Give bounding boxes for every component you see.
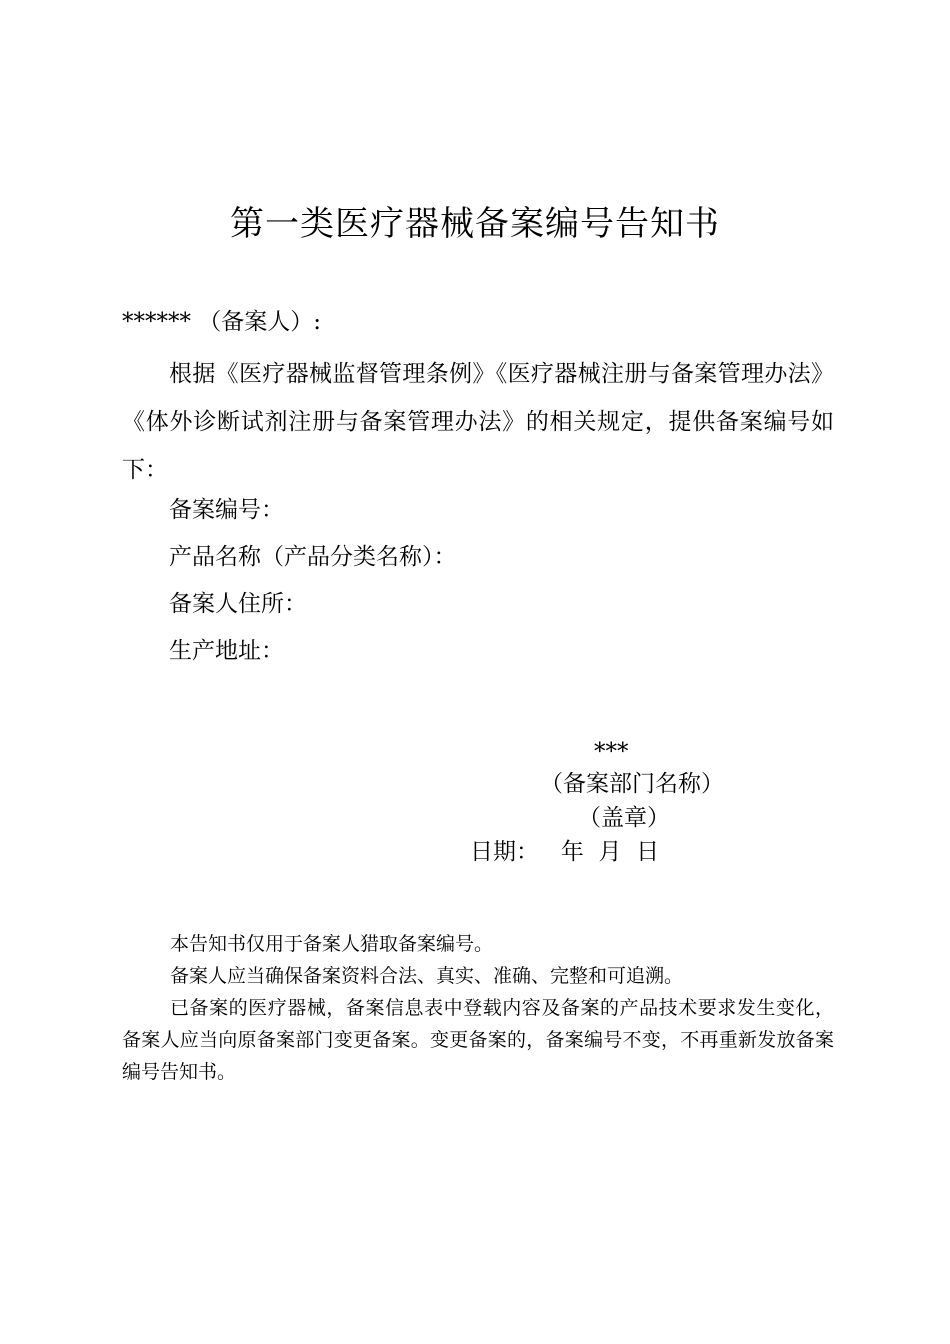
field-record-number: 备案编号： [169,497,284,523]
signature-department: （备案部门名称） [540,771,724,797]
document-title: 第一类医疗器械备案编号告知书 [230,204,720,244]
field-production-address: 生产地址： [169,638,284,664]
note-item: 本告知书仅用于备案人猎取备案编号。 [170,933,494,955]
salutation: ****** （备案人）: [122,309,322,335]
note-item: 备案人应当确保备案资料合法、真实、准确、完整和可追溯。 [170,965,684,987]
signature-mark: *** [594,739,629,765]
field-registrant-address: 备案人住所： [169,591,307,617]
field-product-name: 产品名称（产品分类名称）： [169,544,457,570]
main-paragraph: 根据《医疗器械监督管理条例》《医疗器械注册与备案管理办法》《体外诊断试剂注册与备案管理办法》的相关规定，提供备案编号如下： [122,361,834,483]
signature-seal: （盖章） [578,805,670,831]
note-item: 已备案的医疗器械，备案信息表中登载内容及备案的产品技术要求发生变化，备案人应当向原备案部门变更备案。变更备案的，备案编号不变，不再重新发放备案编号告知书。 [122,997,834,1083]
signature-date: 日期： 年 月 日 [470,839,660,865]
notes-section [122,928,834,1088]
